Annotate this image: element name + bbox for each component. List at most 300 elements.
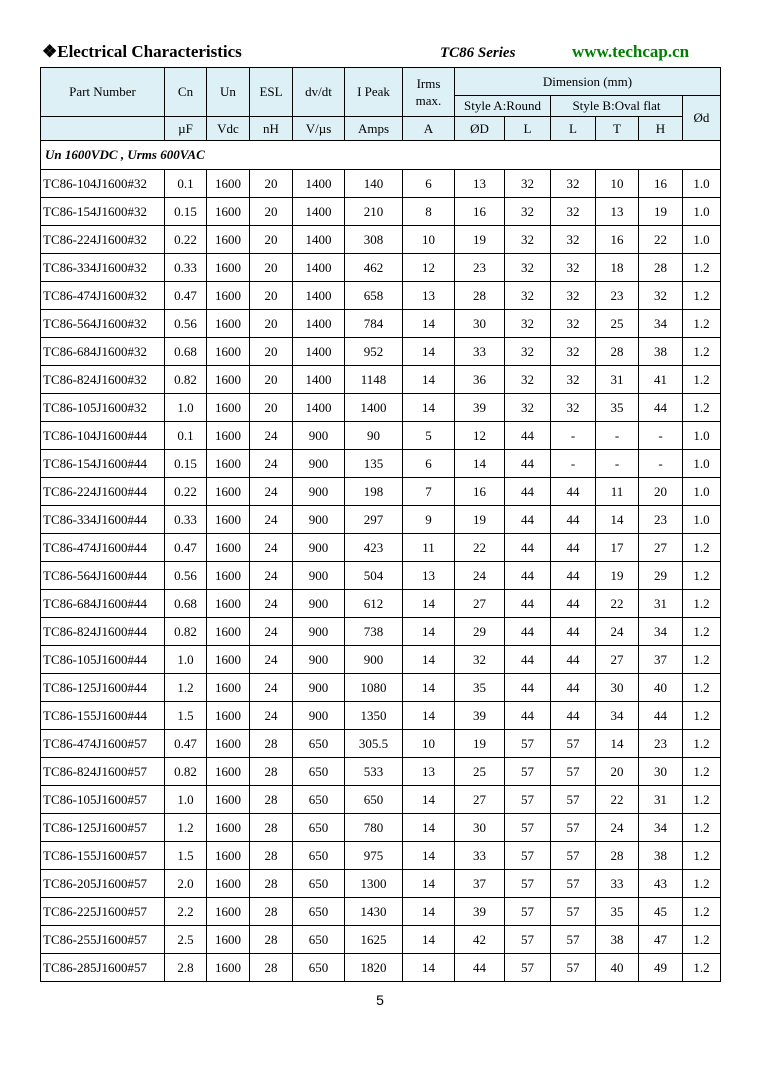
part-number-cell: TC86-334J1600#44 (41, 506, 165, 534)
value-cell: 1600 (207, 730, 250, 758)
value-cell: 28 (250, 758, 293, 786)
page-header (42, 40, 702, 66)
value-cell: 32 (505, 394, 551, 422)
value-cell: 14 (596, 506, 639, 534)
header-ipeak: I Peak (345, 68, 403, 117)
value-cell: 1.5 (165, 842, 207, 870)
value-cell: 900 (293, 618, 345, 646)
value-cell: 20 (250, 338, 293, 366)
value-cell: 1600 (207, 422, 250, 450)
page-title: ❖Electrical Characteristics (42, 42, 242, 61)
table-row (41, 282, 721, 310)
value-cell: 27 (596, 646, 639, 674)
value-cell: 28 (250, 814, 293, 842)
value-cell: 0.1 (165, 170, 207, 198)
value-cell: 423 (345, 534, 403, 562)
value-cell: 32 (455, 646, 505, 674)
value-cell: 13 (455, 170, 505, 198)
value-cell: 12 (455, 422, 505, 450)
value-cell: 1.2 (683, 730, 721, 758)
part-number-cell: TC86-125J1600#44 (41, 674, 165, 702)
part-number-cell: TC86-225J1600#57 (41, 898, 165, 926)
value-cell: 900 (293, 562, 345, 590)
value-cell: 2.2 (165, 898, 207, 926)
value-cell: 900 (293, 702, 345, 730)
value-cell: 1600 (207, 170, 250, 198)
value-cell: 40 (639, 674, 683, 702)
website-link[interactable]: www.techcap.cn (572, 42, 690, 61)
value-cell: 23 (639, 506, 683, 534)
value-cell: 1.0 (683, 506, 721, 534)
value-cell: 14 (403, 646, 455, 674)
value-cell: 10 (596, 170, 639, 198)
value-cell: 1.2 (683, 842, 721, 870)
value-cell: 900 (293, 478, 345, 506)
value-cell: 32 (505, 170, 551, 198)
part-number-cell: TC86-125J1600#57 (41, 814, 165, 842)
table-row (41, 786, 721, 814)
value-cell: 28 (455, 282, 505, 310)
value-cell: 18 (596, 254, 639, 282)
value-cell: 32 (551, 394, 596, 422)
value-cell: 19 (455, 226, 505, 254)
value-cell: 44 (455, 954, 505, 982)
value-cell: 1080 (345, 674, 403, 702)
value-cell: 57 (505, 842, 551, 870)
value-cell: 210 (345, 198, 403, 226)
table-row (41, 254, 721, 282)
table-body (41, 141, 721, 982)
value-cell: 24 (250, 618, 293, 646)
value-cell: 44 (505, 422, 551, 450)
value-cell: - (639, 422, 683, 450)
unit-cell: µF (165, 117, 207, 141)
value-cell: 900 (293, 590, 345, 618)
value-cell: 650 (293, 870, 345, 898)
value-cell: 0.47 (165, 282, 207, 310)
table-row (41, 730, 721, 758)
value-cell: 57 (505, 730, 551, 758)
value-cell: 32 (551, 226, 596, 254)
value-cell: 650 (345, 786, 403, 814)
value-cell: 1400 (293, 198, 345, 226)
value-cell: 1.2 (683, 366, 721, 394)
part-number-cell: TC86-104J1600#44 (41, 422, 165, 450)
unit-cell: T (596, 117, 639, 141)
value-cell: 1600 (207, 674, 250, 702)
table-row (41, 954, 721, 982)
part-number-cell: TC86-104J1600#32 (41, 170, 165, 198)
value-cell: 1600 (207, 198, 250, 226)
unit-cell: L (551, 117, 596, 141)
part-number-cell: TC86-105J1600#57 (41, 786, 165, 814)
part-number-cell: TC86-224J1600#44 (41, 478, 165, 506)
value-cell: 20 (250, 254, 293, 282)
unit-cell: V/µs (293, 117, 345, 141)
value-cell: 1.0 (683, 198, 721, 226)
value-cell: 1.2 (683, 394, 721, 422)
part-number-cell: TC86-824J1600#57 (41, 758, 165, 786)
value-cell: 1.2 (683, 954, 721, 982)
value-cell: 2.8 (165, 954, 207, 982)
value-cell: 44 (551, 506, 596, 534)
table-row (41, 338, 721, 366)
value-cell: 20 (250, 198, 293, 226)
value-cell: 650 (293, 730, 345, 758)
value-cell: 1400 (293, 226, 345, 254)
table-row (41, 590, 721, 618)
part-number-cell: TC86-564J1600#32 (41, 310, 165, 338)
table-row (41, 926, 721, 954)
value-cell: 57 (551, 814, 596, 842)
value-cell: 780 (345, 814, 403, 842)
value-cell: 28 (639, 254, 683, 282)
value-cell: 47 (639, 926, 683, 954)
part-number-cell: TC86-474J1600#44 (41, 534, 165, 562)
value-cell: 33 (596, 870, 639, 898)
value-cell: 14 (403, 702, 455, 730)
value-cell: 44 (505, 562, 551, 590)
table-row (41, 814, 721, 842)
value-cell: 1.2 (683, 282, 721, 310)
value-cell: 5 (403, 422, 455, 450)
value-cell: 1600 (207, 758, 250, 786)
value-cell: 24 (596, 814, 639, 842)
value-cell: 57 (505, 786, 551, 814)
part-number-cell: TC86-224J1600#32 (41, 226, 165, 254)
value-cell: 44 (551, 562, 596, 590)
value-cell: 44 (639, 394, 683, 422)
part-number-cell: TC86-824J1600#44 (41, 618, 165, 646)
value-cell: 1.2 (683, 702, 721, 730)
value-cell: 44 (505, 702, 551, 730)
value-cell: 32 (551, 198, 596, 226)
value-cell: 23 (455, 254, 505, 282)
value-cell: 738 (345, 618, 403, 646)
value-cell: 57 (505, 758, 551, 786)
value-cell: 1.2 (683, 674, 721, 702)
value-cell: 28 (250, 954, 293, 982)
value-cell: 44 (551, 702, 596, 730)
value-cell: 1.2 (683, 534, 721, 562)
value-cell: 24 (250, 478, 293, 506)
value-cell: 27 (639, 534, 683, 562)
value-cell: 32 (505, 198, 551, 226)
value-cell: 44 (505, 618, 551, 646)
value-cell: 57 (551, 898, 596, 926)
value-cell: 1600 (207, 786, 250, 814)
value-cell: 0.15 (165, 198, 207, 226)
value-cell: 42 (455, 926, 505, 954)
value-cell: 14 (403, 926, 455, 954)
header-style-a: Style A:Round (455, 96, 551, 117)
value-cell: 12 (403, 254, 455, 282)
table-row (41, 394, 721, 422)
table-row (41, 450, 721, 478)
table-row (41, 618, 721, 646)
table-row (41, 534, 721, 562)
value-cell: 1600 (207, 814, 250, 842)
part-number-cell: TC86-684J1600#32 (41, 338, 165, 366)
value-cell: 29 (639, 562, 683, 590)
value-cell: 1600 (207, 506, 250, 534)
value-cell: 14 (403, 898, 455, 926)
value-cell: 44 (551, 478, 596, 506)
value-cell: 1600 (207, 590, 250, 618)
value-cell: 1350 (345, 702, 403, 730)
value-cell: 32 (551, 310, 596, 338)
value-cell: 32 (551, 282, 596, 310)
value-cell: 612 (345, 590, 403, 618)
part-number-cell: TC86-285J1600#57 (41, 954, 165, 982)
value-cell: 32 (505, 366, 551, 394)
part-number-cell: TC86-474J1600#57 (41, 730, 165, 758)
value-cell: 32 (551, 338, 596, 366)
value-cell: 900 (345, 646, 403, 674)
table-row (41, 870, 721, 898)
value-cell: 1400 (293, 310, 345, 338)
value-cell: 35 (596, 394, 639, 422)
value-cell: 17 (596, 534, 639, 562)
value-cell: 1.2 (683, 590, 721, 618)
value-cell: 24 (250, 562, 293, 590)
value-cell: 650 (293, 926, 345, 954)
table-row (41, 366, 721, 394)
table-row (41, 310, 721, 338)
value-cell: 19 (455, 730, 505, 758)
value-cell: 14 (403, 394, 455, 422)
value-cell: 31 (639, 786, 683, 814)
value-cell: - (596, 422, 639, 450)
value-cell: 1400 (293, 170, 345, 198)
value-cell: 1430 (345, 898, 403, 926)
value-cell: 1.0 (683, 422, 721, 450)
value-cell: 35 (596, 898, 639, 926)
value-cell: 975 (345, 842, 403, 870)
value-cell: 28 (596, 842, 639, 870)
value-cell: 38 (596, 926, 639, 954)
value-cell: 44 (505, 450, 551, 478)
value-cell: 32 (505, 338, 551, 366)
table-row (41, 842, 721, 870)
value-cell: 32 (505, 310, 551, 338)
value-cell: 28 (250, 730, 293, 758)
value-cell: 24 (455, 562, 505, 590)
value-cell: 16 (455, 198, 505, 226)
value-cell: 135 (345, 450, 403, 478)
value-cell: 57 (505, 926, 551, 954)
part-number-cell: TC86-334J1600#32 (41, 254, 165, 282)
value-cell: 658 (345, 282, 403, 310)
value-cell: 6 (403, 170, 455, 198)
value-cell: 198 (345, 478, 403, 506)
value-cell: 0.33 (165, 506, 207, 534)
part-number-cell: TC86-255J1600#57 (41, 926, 165, 954)
value-cell: 32 (551, 254, 596, 282)
value-cell: 30 (596, 674, 639, 702)
value-cell: 28 (250, 898, 293, 926)
series-label: TC86 Series (440, 45, 516, 61)
value-cell: 22 (455, 534, 505, 562)
value-cell: 24 (250, 422, 293, 450)
part-number-cell: TC86-564J1600#44 (41, 562, 165, 590)
value-cell: 0.47 (165, 534, 207, 562)
value-cell: 650 (293, 898, 345, 926)
value-cell: 900 (293, 422, 345, 450)
value-cell: 57 (505, 954, 551, 982)
value-cell: 14 (403, 786, 455, 814)
value-cell: 22 (596, 786, 639, 814)
table-row (41, 646, 721, 674)
unit-cell: ØD (455, 117, 505, 141)
electrical-characteristics-table (40, 67, 721, 982)
value-cell: 57 (505, 898, 551, 926)
value-cell: 1.2 (683, 646, 721, 674)
value-cell: 45 (639, 898, 683, 926)
header-dimension: Dimension (mm) (455, 68, 721, 96)
value-cell: 37 (639, 646, 683, 674)
value-cell: 20 (250, 310, 293, 338)
value-cell: - (551, 450, 596, 478)
value-cell: 90 (345, 422, 403, 450)
value-cell: 1.2 (165, 674, 207, 702)
value-cell: 57 (551, 730, 596, 758)
part-number-cell: TC86-205J1600#57 (41, 870, 165, 898)
value-cell: 1.2 (683, 814, 721, 842)
header-un: Un (207, 68, 250, 117)
unit-part-number (41, 117, 165, 141)
value-cell: - (551, 422, 596, 450)
value-cell: 1600 (207, 898, 250, 926)
value-cell: 25 (455, 758, 505, 786)
value-cell: 10 (403, 730, 455, 758)
value-cell: 1820 (345, 954, 403, 982)
value-cell: 31 (639, 590, 683, 618)
value-cell: 1600 (207, 310, 250, 338)
value-cell: 0.1 (165, 422, 207, 450)
value-cell: 1600 (207, 842, 250, 870)
unit-cell: L (505, 117, 551, 141)
value-cell: 1600 (207, 534, 250, 562)
value-cell: 0.56 (165, 310, 207, 338)
unit-cell: H (639, 117, 683, 141)
value-cell: 0.82 (165, 758, 207, 786)
part-number-cell: TC86-155J1600#44 (41, 702, 165, 730)
value-cell: 24 (250, 450, 293, 478)
value-cell: 140 (345, 170, 403, 198)
value-cell: 32 (505, 254, 551, 282)
table-row (41, 758, 721, 786)
value-cell: 1400 (293, 394, 345, 422)
value-cell: 13 (403, 758, 455, 786)
value-cell: - (639, 450, 683, 478)
value-cell: 23 (596, 282, 639, 310)
table-row (41, 674, 721, 702)
value-cell: 28 (250, 786, 293, 814)
value-cell: 308 (345, 226, 403, 254)
value-cell: 44 (639, 702, 683, 730)
part-number-cell: TC86-154J1600#44 (41, 450, 165, 478)
header-irms: Irms max. (403, 68, 455, 117)
value-cell: 44 (505, 590, 551, 618)
value-cell: 1300 (345, 870, 403, 898)
value-cell: 44 (551, 646, 596, 674)
value-cell: 14 (403, 954, 455, 982)
value-cell: 20 (596, 758, 639, 786)
value-cell: 44 (551, 674, 596, 702)
value-cell: 9 (403, 506, 455, 534)
value-cell: 11 (596, 478, 639, 506)
value-cell: 0.22 (165, 226, 207, 254)
value-cell: 16 (596, 226, 639, 254)
unit-cell: A (403, 117, 455, 141)
value-cell: 23 (639, 730, 683, 758)
value-cell: 10 (403, 226, 455, 254)
value-cell: 0.56 (165, 562, 207, 590)
value-cell: 44 (505, 478, 551, 506)
value-cell: 16 (455, 478, 505, 506)
header-style-b: Style B:Oval flat (551, 96, 683, 117)
value-cell: 1.0 (683, 478, 721, 506)
value-cell: 650 (293, 758, 345, 786)
part-number-cell: TC86-154J1600#32 (41, 198, 165, 226)
value-cell: 14 (403, 338, 455, 366)
value-cell: 305.5 (345, 730, 403, 758)
value-cell: 14 (403, 870, 455, 898)
header-part-number: Part Number (41, 68, 165, 117)
value-cell: 24 (250, 674, 293, 702)
value-cell: 13 (403, 282, 455, 310)
value-cell: 19 (639, 198, 683, 226)
value-cell: 28 (250, 926, 293, 954)
value-cell: 57 (551, 870, 596, 898)
value-cell: 14 (403, 674, 455, 702)
value-cell: 1.2 (165, 814, 207, 842)
header-lead-diameter: Ød (683, 96, 721, 141)
header-dvdt: dv/dt (293, 68, 345, 117)
value-cell: 34 (639, 310, 683, 338)
value-cell: 14 (403, 618, 455, 646)
value-cell: 49 (639, 954, 683, 982)
value-cell: 900 (293, 450, 345, 478)
value-cell: 900 (293, 674, 345, 702)
value-cell: 32 (639, 282, 683, 310)
value-cell: 0.22 (165, 478, 207, 506)
part-number-cell: TC86-105J1600#44 (41, 646, 165, 674)
value-cell: 1.2 (683, 310, 721, 338)
value-cell: 297 (345, 506, 403, 534)
value-cell: 32 (551, 170, 596, 198)
value-cell: 8 (403, 198, 455, 226)
value-cell: 57 (551, 926, 596, 954)
value-cell: 33 (455, 338, 505, 366)
value-cell: 22 (596, 590, 639, 618)
value-cell: 22 (639, 226, 683, 254)
value-cell: 1400 (345, 394, 403, 422)
value-cell: 34 (639, 814, 683, 842)
value-cell: 900 (293, 506, 345, 534)
value-cell: 44 (551, 534, 596, 562)
page-number: 5 (376, 992, 384, 1008)
unit-cell: Vdc (207, 117, 250, 141)
value-cell: 20 (639, 478, 683, 506)
value-cell: 1.0 (165, 394, 207, 422)
value-cell: 13 (403, 562, 455, 590)
value-cell: 24 (250, 702, 293, 730)
value-cell: 0.68 (165, 338, 207, 366)
value-cell: 1600 (207, 450, 250, 478)
value-cell: 41 (639, 366, 683, 394)
